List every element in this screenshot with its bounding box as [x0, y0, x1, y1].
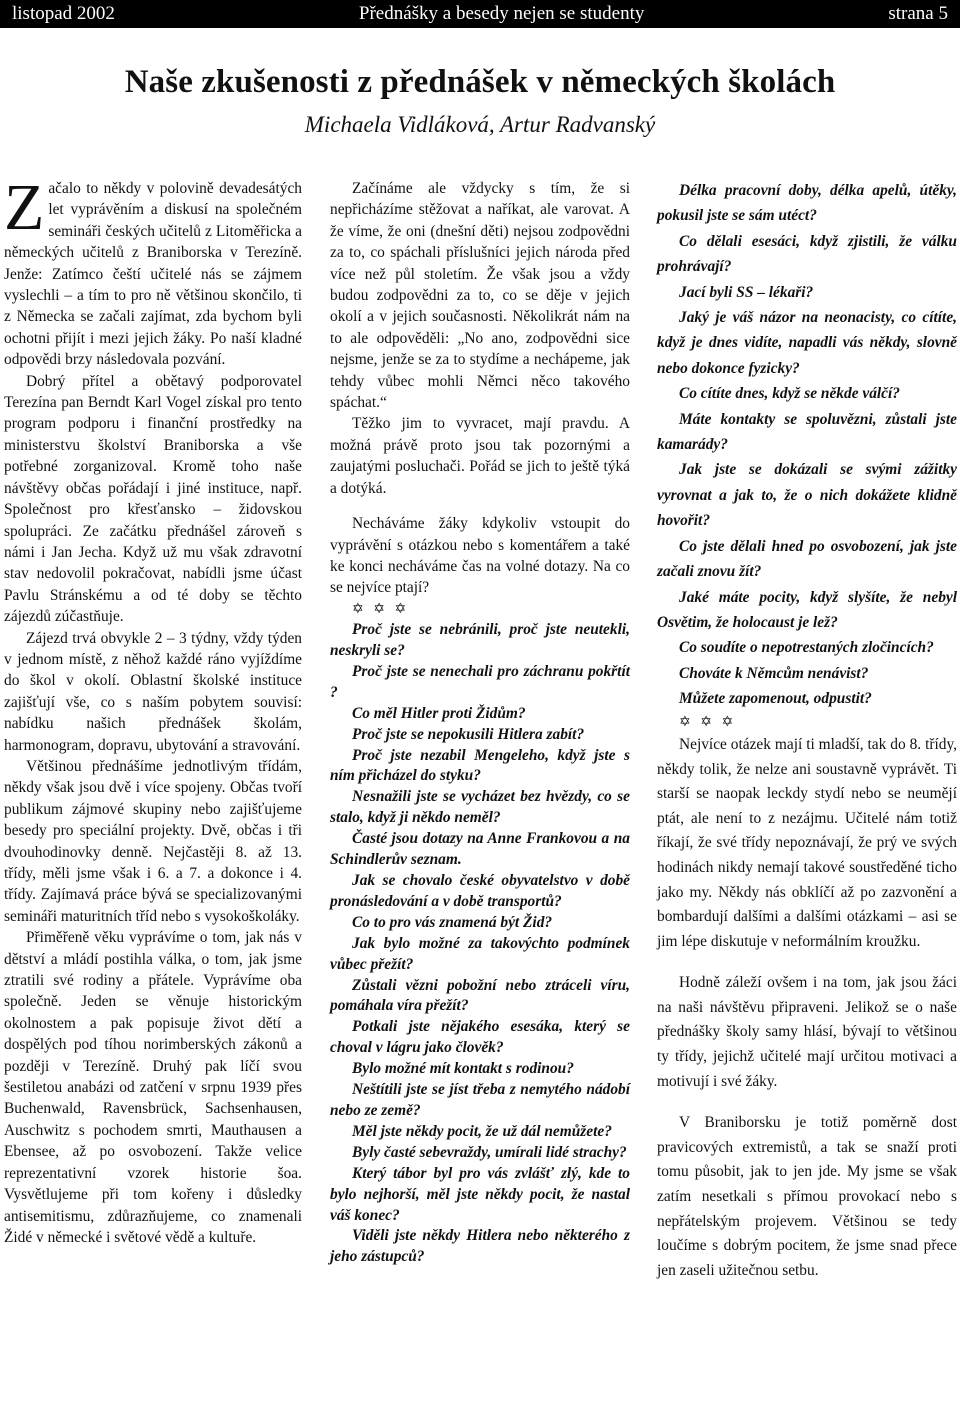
paragraph: Začínáme ale vždycky s tím, že si nepřicházíme stěžovat a naříkat, ale varovat. A že víme, že oni (dnešní děti) nejsou zodpovědni za to, co spáchali příslušníci jejich národa před více než půl stoletím. Že však jsou a vždy budou zodpovědni za to, co se děje v jejich okolí a v jejich současnosti. Několikrát nám na to ale odpověděli: „No ano, zodpovědni sice nejsme, jenže se za to stydíme a nechápeme, jak tehdy vůbec mohli Němci něco takového spáchat.“ — [330, 180, 630, 412]
paragraph: Hodně záleží ovšem i na tom, jak jsou žáci na naši návštěvu připraveni. Jelikož se o naše přednášky školy samy hlásí, bývají to většinou ty třídy, jejichž učitelé mají určitou motivaci a motivují i své žáky. — [657, 974, 957, 1090]
question-item: Viděli jste někdy Hitlera nebo některého z jeho zástupců? — [330, 1227, 630, 1266]
question-item: Proč jste nezabil Mengeleho, když jste s ním přicházel do styku? — [330, 746, 630, 785]
column-1 — [4, 171, 302, 1248]
question-item: Můžete zapomenout, odpustit? — [679, 690, 872, 708]
question-item: Který tábor byl pro vás zvlášť zlý, kde to bylo nejhorší, měl jste někdy pocit, že nastal váš konec? — [330, 1164, 630, 1224]
spacer — [657, 954, 957, 971]
question-item: Byly časté sebevraždy, umírali lidé strachy? — [352, 1143, 627, 1161]
page-number: strana 5 — [888, 3, 948, 24]
column-2 — [330, 178, 630, 1268]
section-title: Přednášky a besedy nejen se studenty — [358, 3, 645, 24]
column-3 — [657, 178, 957, 1283]
question-item: Bylo možné mít kontakt s rodinou? — [352, 1060, 574, 1078]
question-item: Proč jste se nebránili, proč jste neutekli, neskryli se? — [330, 621, 630, 660]
question-item: Nesnažili jste se vycházet bez hvězdy, co se stalo, když ji někdo neměl? — [330, 788, 630, 827]
question-list — [657, 178, 957, 712]
paragraph: Většinou přednášíme jednotlivým třídám, někdy však jsou dvě i více spojeny. Občas tvoří publikum zájmové skupiny nebo zajišťujeme besedy pro speciální projekty. Dvě, občas i tři dvouhodinovky denně. Nejčastěji 8. až 13. třídy, měli jsme však i 6. a 7. a dokonce i 4. třídy. Zajímavá práce bývá se specializovanými semináři maturitních tříd nebo s vysokoškoláky. — [4, 757, 302, 925]
question-item: Časté jsou dotazy na Anne Frankovou a na Schindlerův seznam. — [330, 830, 630, 869]
question-item: Jak bylo možné za takovýchto podmínek vůbec přežít? — [330, 934, 630, 973]
question-item: Jak se chovalo české obyvatelstvo v době pronásledování a v době transportů? — [330, 872, 630, 910]
paragraph: Necháváme žáky kdykoliv vstoupit do vyprávění s otázkou nebo s komentářem a také ke konci necháváme čas na volné dotazy. Na co se nejvíce ptají? — [330, 515, 630, 597]
question-item: Zůstali vězni pobožní nebo ztráceli víru, pomáhala víra přežít? — [330, 976, 630, 1015]
question-item: Co dělali esesáci, když zjistili, že válku prohrávají? — [657, 232, 957, 276]
article-title: Naše zkušenosti z přednášek v německých školách — [124, 64, 836, 100]
paragraph: Přiměřeně věku vyprávíme o tom, jak nás v dětství a mládí postihla válka, o tom, jak jsme ztratili své rodiny a přátele. Vyprávíme oba společně. Jeden se věnuje historickým okolnostem a pak popisuje život dětí a dospělých pod tíhou norimberských zákonů a později v Terezíně. Druhý pak líčí svou šestiletou anabázi od zatčení v srpnu 1939 přes Buchenwald, Ravensbrück, Sachsenhausen, Auschwitz s pochodem smrti, Mauthausen a Ebensee, až po osvobození. Takže velice reprezentativní vzorek historie šoa. Vysvětlujeme při tom kořeny i důsledky antisemitismu, zdůrazňujeme, co znamenali Židé v německé i světové vědě a kultuře. — [4, 929, 302, 1246]
paragraph: Nejvíce otázek mají ti mladší, tak do 8. třídy, někdy tolik, že nelze ani soustavně vyprávět. Ti starší se naopak leckdy stydí nebo se neumějí ptát, ale není to z nezájmu. Učitelé nám totiž říkají, že své třídy nepoznávají, že prý ve svých hodinách nikdy nemají takové soustředěné ticho jako my. Někdy nás obklíčí až po zazvonění a bombardují dalšími a dalšími otázkami – asi se jim lépe diskutuje v neformálním kroužku. — [657, 735, 957, 950]
closing-text — [657, 733, 957, 1283]
question-item: Proč jste se nepokusili Hitlera zabít? — [352, 725, 585, 743]
question-list — [330, 620, 630, 1268]
paragraph: Zájezd trvá obvykle 2 – 3 týdny, vždy týden v jednom místě, z něhož každé ráno vyjíždíme do škol v okolí. Oblastní školské instituce zajišťují vše, co s naším pobytem souvisí: nabídku našich přednášek školám, harmonogram, dopravu, ubytování a stravování. — [4, 629, 302, 754]
spacer — [657, 1094, 957, 1111]
question-item: Co cítíte dnes, když se někde válčí? — [679, 385, 900, 403]
star-of-david-separator: ✡ ✡ ✡ — [352, 601, 410, 617]
question-item: Proč jste se nenechali pro záchranu pokřtít ? — [330, 662, 630, 701]
question-item: Jaký je váš názor na neonacisty, co cítíte, když je dnes vidíte, napadli vás někdy, slovně nebo dokonce fyzicky? — [657, 309, 957, 377]
question-item: Délka pracovní doby, délka apelů, útěky, pokusil jste se sám utéct? — [657, 182, 957, 225]
question-item: Chováte k Němcům nenávist? — [679, 664, 869, 682]
spacer — [330, 499, 630, 513]
question-item: Co měl Hitler proti Židům? — [352, 704, 526, 722]
question-item: Máte kontakty se spoluvězni, zůstali jste kamarády? — [657, 410, 957, 454]
question-item: Jaké máte pocity, když slyšíte, že nebyl Osvětim, že holocaust je lež? — [657, 588, 957, 631]
page-header-bar — [0, 0, 960, 28]
question-item: Co jste dělali hned po osvobození, jak jste začali znovu žít? — [657, 537, 957, 581]
intro-text: ačalo to někdy v polovině devadesátých let vyprávěním a diskusí na společném semináři českých učitelů z Litoměřicka a německých učitelů z Braniborska v Terezíně. Jenže: Zatímco čeští učitelé nás se zájmem vyslechli – a tím to pro ně většinou skončilo, ti z Německa se začali zajímat, zda bychom byli ochotni přijít i mezi jejich žáky. Po naší kladné odpovědi brzy následovala pozvání. — [4, 180, 302, 369]
question-item: Neštítili jste se jíst třeba z nemytého nádobí nebo ze země? — [330, 1081, 630, 1119]
star-of-david-separator: ✡ ✡ ✡ — [679, 714, 737, 730]
issue-date: listopad 2002 — [12, 3, 115, 24]
question-item: Co soudíte o nepotrestaných zločincích? — [679, 639, 934, 657]
question-item: Jak jste se dokázali se svými zážitky vyrovnat a jak to, že o nich dokážete klidně hovořit? — [657, 461, 957, 530]
paragraph: Těžko jim to vyvracet, mají pravdu. A možná právě proto jsou tak pozornými a zaujatými posluchači. Pořád se jich to ještě týká a dotýká. — [330, 415, 630, 497]
article-authors: Michaela Vidláková, Artur Radvanský — [304, 112, 656, 137]
drop-cap: Z — [4, 171, 45, 244]
paragraph: V Braniborsku je totiž poměrně dost pravicových extremistů, a tak se snaží proti tomu působit, jak to jen jde. My jsme se však zatím nesetkali s přímou provokací nebo s nepřátelským projevem. Většinou se tedy loučíme s dobrým pocitem, že jsme snad přece jen zaseli užitečnou setbu. — [657, 1114, 957, 1279]
intro-paragraph — [4, 171, 302, 371]
question-item: Jací byli SS – lékaři? — [679, 283, 814, 301]
paragraph: Dobrý přítel a obětavý podporovatel Terezína pan Berndt Karl Vogel získal pro tento program podporu i finanční prostředky na ministerstvu školství Braniborska a vše potřebné zorganizoval. Kromě toho naše návštěvy občas pořádají i jiné instituce, např. Společnost pro křesťansko – židovskou spolupráci. Ze začátku přednášel zároveň s námi i Jan Jecha. Když už mu však zdravotní stav nedovolil pokračovat, nabídli jsme účast Pavlu Stránskému a od té doby se těchto zájezdů zúčastňuje. — [4, 372, 302, 626]
question-item: Potkali jste nějakého esesáka, který se choval v lágru jako člověk? — [330, 1018, 630, 1057]
question-item: Co to pro vás znamená být Žid? — [352, 913, 553, 931]
question-item: Měl jste někdy pocit, že už dál nemůžete? — [352, 1122, 612, 1140]
